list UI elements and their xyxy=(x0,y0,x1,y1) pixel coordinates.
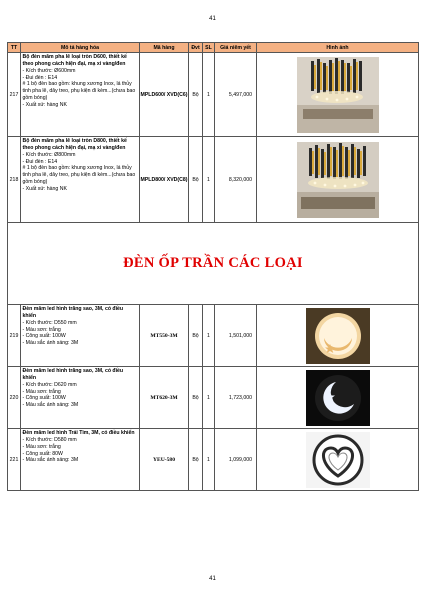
crystal-chandelier-image xyxy=(297,57,379,133)
product-unit: Bộ xyxy=(189,429,203,491)
product-unit: Bộ xyxy=(189,137,203,223)
product-description xyxy=(21,137,140,223)
spec-line: - Đui đèn : E14 xyxy=(22,74,58,81)
product-unit: Bộ xyxy=(189,53,203,137)
crystal-chandelier-image xyxy=(297,142,379,218)
table-row xyxy=(8,137,419,223)
moon-star-lamp-image xyxy=(306,308,370,364)
moon-star-lamp-image xyxy=(306,370,370,426)
spec-line: - Kích thước: Ø600mm xyxy=(22,67,76,74)
product-code: YEU-580 xyxy=(140,429,189,491)
section-row xyxy=(8,223,419,305)
page-number-top: 41 xyxy=(209,16,216,22)
product-price: 8,320,000 xyxy=(215,137,257,223)
spec-line: - Công suất: 100W xyxy=(22,395,66,402)
product-description xyxy=(21,429,140,491)
header-unit: Đvt xyxy=(189,43,203,53)
product-qty: 1 xyxy=(203,137,215,223)
spec-line: # 1 bộ đèn bao gồm: khung xương Inox, lá thủy tinh pha lê, dây treo, phụ kiện đi kèm...(chưa bao gồm bóng) xyxy=(22,81,136,102)
product-qty: 1 xyxy=(203,305,215,367)
product-price: 1,501,000 xyxy=(215,305,257,367)
spec-line: # 1 bộ đèn bao gồm: khung xương Inox, lá thủy tinh pha lê, dây treo, phụ kiện đi kèm...(chưa bao gồm bóng) xyxy=(22,165,136,186)
product-title: Bộ đèn mâm pha lê loại tròn D600, thiết kế theo phong cách hiện đại, mạ xi vàng/đen xyxy=(22,54,127,67)
row-number: 220 xyxy=(8,367,21,429)
product-code: MPLD800/ XVD(C8) xyxy=(140,137,189,223)
table-row xyxy=(8,367,419,429)
spec-line: - Kích thước: D550 mm xyxy=(22,319,77,326)
table-row xyxy=(8,305,419,367)
table-header xyxy=(8,43,419,53)
product-qty: 1 xyxy=(203,429,215,491)
spec-line: - Kích thước: Ø800mm xyxy=(22,151,76,158)
row-number: 221 xyxy=(8,429,21,491)
spec-line: - Công suất: 100W xyxy=(22,333,66,340)
product-title: Đèn mâm led hình trăng sao, 3M, có điều khiển xyxy=(22,306,124,319)
header-price: Giá niêm yết xyxy=(215,43,257,53)
product-title: Đèn mâm led hình Trái Tim, 3M, có điều khiển xyxy=(22,430,135,436)
spec-line: - Màu sơn: trắng xyxy=(22,388,61,395)
spec-line: - Màu sơn: trắng xyxy=(22,443,61,450)
product-image xyxy=(257,137,419,223)
header-qty: SL xyxy=(203,43,215,53)
table-row xyxy=(8,429,419,491)
product-description xyxy=(21,305,140,367)
product-code: MT620-3M xyxy=(140,367,189,429)
spec-line: - Màu sắc ánh sáng: 3M xyxy=(22,340,79,347)
header-description: Mô tả hàng hóa xyxy=(21,43,140,53)
product-price: 5,497,000 xyxy=(215,53,257,137)
product-title: Đèn mâm led hình trăng sao, 3M, có điều khiển xyxy=(22,368,124,381)
product-image xyxy=(257,305,419,367)
product-price: 1,099,000 xyxy=(215,429,257,491)
product-unit: Bộ xyxy=(189,305,203,367)
product-qty: 1 xyxy=(203,53,215,137)
row-number: 218 xyxy=(8,137,21,223)
product-unit: Bộ xyxy=(189,367,203,429)
price-table xyxy=(7,42,419,491)
row-number: 217 xyxy=(8,53,21,137)
product-code: MPLD600/ XVD(C6) xyxy=(140,53,189,137)
spec-line: - Đui đèn : E14 xyxy=(22,158,58,165)
spec-line: - Kích thước: D620 mm xyxy=(22,381,77,388)
product-code: MT550-3M xyxy=(140,305,189,367)
product-price: 1,723,000 xyxy=(215,367,257,429)
header-code: Mã hàng xyxy=(140,43,189,53)
product-description xyxy=(21,53,140,137)
spec-line: - Công suất: 80W xyxy=(22,450,63,457)
header-tt: TT xyxy=(8,43,21,53)
header-image: Hình ảnh xyxy=(257,43,419,53)
page-number-bottom: 41 xyxy=(209,576,216,582)
product-image xyxy=(257,367,419,429)
product-image xyxy=(257,53,419,137)
heart-lamp-image xyxy=(306,432,370,488)
product-image xyxy=(257,429,419,491)
product-title: Bộ đèn mâm pha lê loại tròn D800, thiết kế theo phong cách hiện đại, mạ xi vàng/đen xyxy=(22,138,127,151)
table-row xyxy=(8,53,419,137)
spec-line: - Xuất xứ: hàng NK xyxy=(22,186,67,193)
spec-line: - Màu sắc ánh sáng: 3M xyxy=(22,402,79,409)
spec-line: - Kích thước: D580 mm xyxy=(22,436,77,443)
spec-line: - Xuất xứ: hàng NK xyxy=(22,102,67,109)
spec-line: - Màu sơn: trắng xyxy=(22,326,61,333)
row-number: 219 xyxy=(8,305,21,367)
spec-line: - Màu sắc ánh sáng: 3M xyxy=(22,457,79,464)
product-qty: 1 xyxy=(203,367,215,429)
section-title: ĐÈN ỐP TRẦN CÁC LOẠI xyxy=(123,255,303,271)
product-description xyxy=(21,367,140,429)
